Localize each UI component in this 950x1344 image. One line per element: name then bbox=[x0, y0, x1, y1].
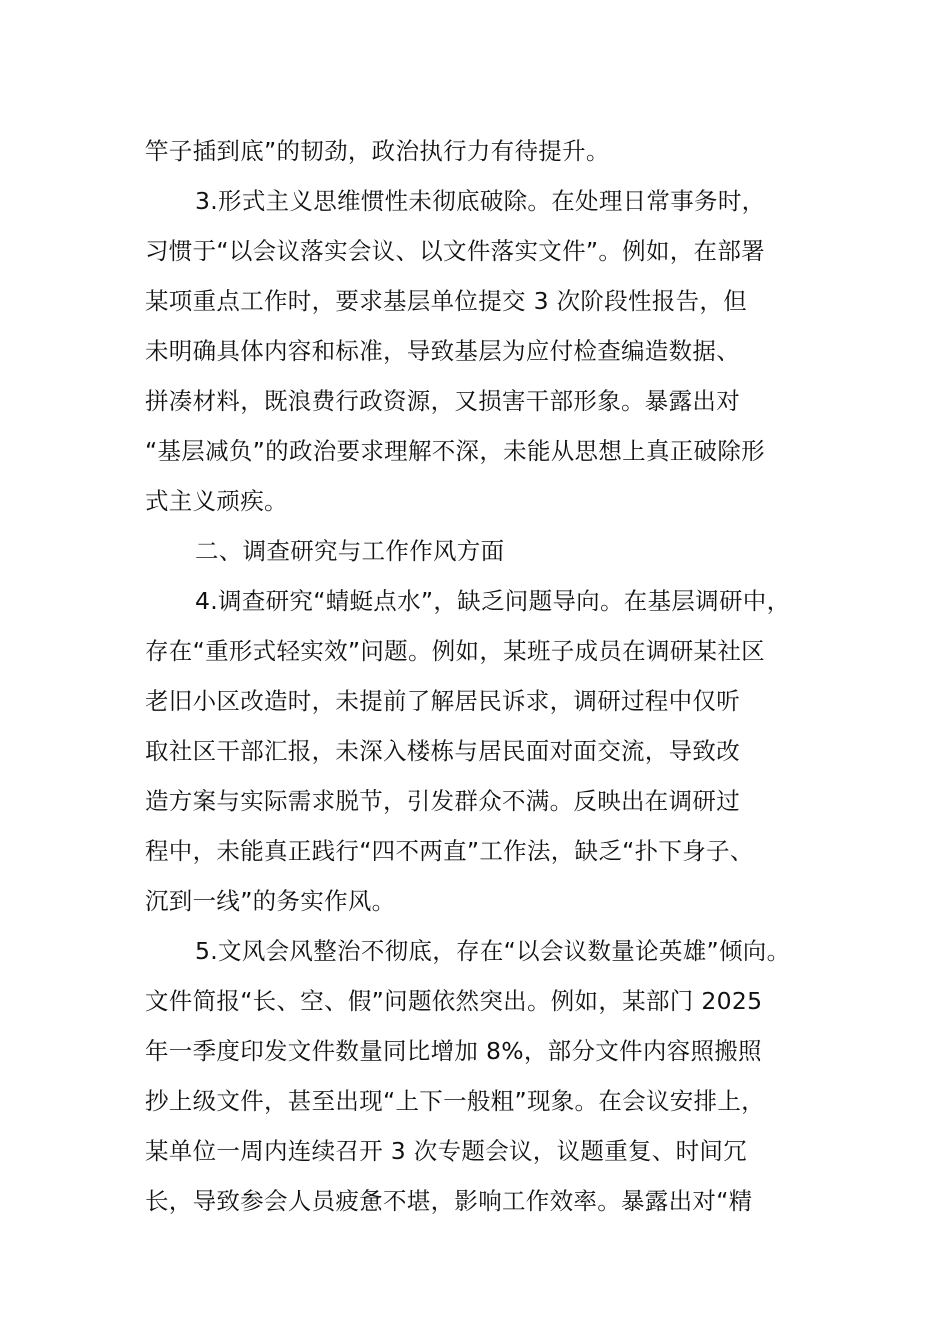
text-line: 老旧小区改造时，未提前了解居民诉求，调研过程中仅听 bbox=[145, 687, 740, 715]
paragraph-heading-3: 3.形式主义思维惯性未彻底破除。在处理日常事务时， bbox=[195, 187, 766, 215]
text-line: 取社区干部汇报，未深入楼栋与居民面对面交流，导致改 bbox=[145, 737, 740, 765]
text-line: 某项重点工作时，要求基层单位提交 3 次阶段性报告，但 bbox=[145, 287, 747, 315]
text-line: 抄上级文件，甚至出现“上下一般粗”现象。在会议安排上， bbox=[145, 1087, 765, 1115]
text-line: 程中，未能真正践行“四不两直”工作法，缺乏“扑下身子、 bbox=[145, 837, 754, 865]
text-line: 习惯于“以会议落实会议、以文件落实文件”。例如，在部署 bbox=[145, 237, 765, 265]
text-line: 造方案与实际需求脱节，引发群众不满。反映出在调研过 bbox=[145, 787, 740, 815]
text-line: 竿子插到底”的韧劲，政治执行力有待提升。 bbox=[145, 137, 610, 165]
paragraph-heading-5: 5.文风会风整治不彻底，存在“以会议数量论英雄”倾向。 bbox=[195, 937, 791, 965]
document-body bbox=[145, 126, 835, 1226]
text-line: 年一季度印发文件数量同比增加 8%，部分文件内容照搬照 bbox=[145, 1037, 762, 1065]
text-line: “基层减负”的政治要求理解不深，未能从思想上真正破除形 bbox=[145, 437, 765, 465]
text-line: 拼凑材料，既浪费行政资源，又损害干部形象。暴露出对 bbox=[145, 387, 740, 415]
text-line: 文件简报“长、空、假”问题依然突出。例如，某部门 2025 bbox=[145, 987, 763, 1015]
paragraph-heading-4: 4.调查研究“蜻蜓点水”，缺乏问题导向。在基层调研中， bbox=[195, 587, 791, 615]
text-line: 式主义顽疾。 bbox=[145, 487, 288, 515]
text-line: 存在“重形式轻实效”问题。例如，某班子成员在调研某社区 bbox=[145, 637, 765, 665]
text-line: 沉到一线”的务实作风。 bbox=[145, 887, 396, 915]
section-heading-2: 二、调查研究与工作作风方面 bbox=[195, 537, 505, 565]
text-line: 某单位一周内连续召开 3 次专题会议，议题重复、时间冗 bbox=[145, 1137, 747, 1165]
text-line: 长，导致参会人员疲惫不堪，影响工作效率。暴露出对“精 bbox=[145, 1187, 753, 1215]
text-line: 未明确具体内容和标准，导致基层为应付检查编造数据、 bbox=[145, 337, 740, 365]
